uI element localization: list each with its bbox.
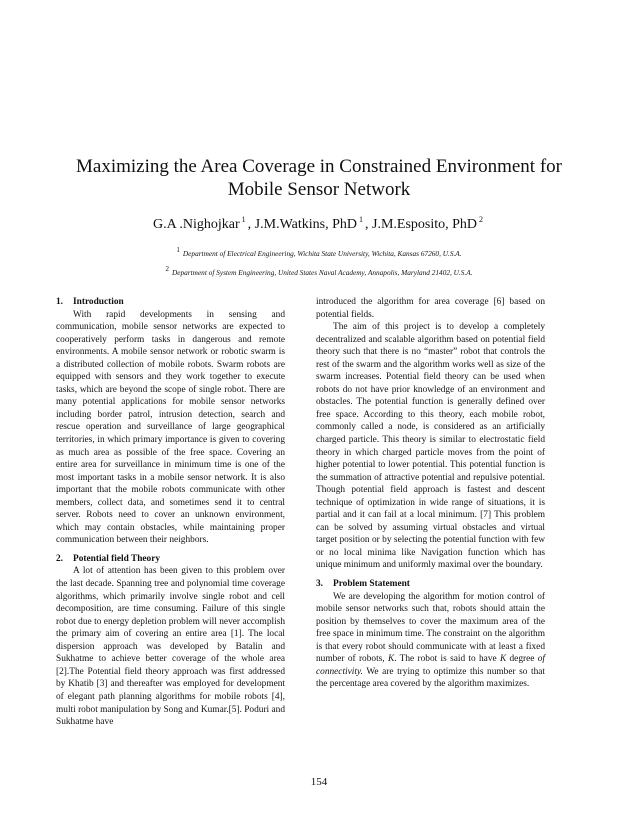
author-separator: , bbox=[365, 217, 369, 232]
affiliation-2 bbox=[0, 264, 638, 278]
left-column bbox=[56, 296, 285, 729]
right-column bbox=[316, 296, 545, 691]
section-title: Potential field Theory bbox=[73, 553, 161, 564]
section-number: 3. bbox=[316, 579, 324, 590]
italic-term: of connectivity. bbox=[316, 654, 545, 677]
paragraph: With rapid developments in sensing and communication, mobile sensor networks are expected to cooperatively perform tasks in dangerous and remote environments. A mobile sensor network or robotic swarm is a distributed collection of mobile robots. Swarm robots are equipped with sensors and they work together to execute tasks, which are beyond the scope of single robot. There are many potential applications for mobile sensor networks including border patrol, intrusion detection, search and rescue operation and surveillance of large geographical territories, in which primary importance is given to covering as much area as possible of the free space. Covering an entire area for surveillance in minimum time is one of the most important tasks in a mobile sensor network. It is also important that the mobile robots communicate with other members, collect data, and sometimes send it to central server. Robots need to cover an unknown environment, which may contain obstacles, while maintaining proper communication between their neighbors. bbox=[56, 309, 285, 546]
text-run: We are trying to optimize this number so that the percentage area covered by the algorithm maximizes. bbox=[316, 666, 545, 690]
author-name: G.A .Nighojkar bbox=[152, 217, 240, 232]
affiliation-mark: 1 bbox=[176, 246, 180, 254]
author-affiliation-mark: 1 bbox=[241, 215, 246, 224]
section-title: Problem Statement bbox=[333, 579, 410, 590]
section-number: 2. bbox=[56, 553, 64, 564]
paragraph: A lot of attention has been given to this problem over the last decade. Spanning tree and polynomial time coverage algorithms, which primarily involve single robot and cell decomposition, are time consuming. Failure of this single robot due to energy depletion problem will never accomplish the primary aim of covering an entire area [1]. The local dispersion approach was developed by Batalin and Sukhatme to achieve better coverage of the whole area [2].The Potential field theory approach was first addressed by Khatib [3] and thereafter was employed for development of elegant path planning algorithms for mobile robots [4], multi robot manipulation by Song and Kumar.[5]. Poduri and Sukhatme have bbox=[56, 566, 285, 728]
affiliation-1 bbox=[0, 245, 638, 259]
author-line bbox=[0, 211, 638, 234]
italic-variable: K bbox=[387, 654, 395, 665]
author-affiliation-mark: 1 bbox=[359, 215, 363, 224]
section-heading-introduction bbox=[56, 296, 285, 309]
text-run: We are developing the algorithm for motion control of mobile sensor networks such that, robots should attain the position by themselves to cover the maximum area of the free space in minimum time. The constraint on the algorithm is that every robot should communicate with at least a fixed number of robots, bbox=[316, 591, 545, 665]
italic-variable: K bbox=[499, 654, 507, 665]
author-separator: , bbox=[247, 217, 252, 232]
paragraph-continued: introduced the algorithm for area coverage [6] based on potential fields. bbox=[316, 297, 545, 320]
section-title: Introduction bbox=[73, 297, 124, 307]
paragraph bbox=[316, 591, 545, 691]
paragraph: The aim of this project is to develop a completely decentralized and scalable algorithm based on potential field theory such that there is no “master” robot that controls the rest of the swarm and the algorithm works well as size of the swarm increases. Potential field theory can be used when robots do not have prior knowledge of an environment and obstacles. The potential function is generally defined over free space. According to this theory, each mobile robot, commonly called a node, is considered as an artificially charged particle. This theory is similar to electrostatic field theory in which charged particle moves from the point of higher potential to lower potential. This potential function is the summation of attractive potential and repulsive potential. Though potential field approach is fastest and descent technique of optimization in wide range of situations, it is partial and it can fail at a local minimum. [7] This problem can be solved by assuming virtual obstacles and virtual target position or by selecting the potential function with few or no local minima like Navigation function which has unique minimum and uniformly maximal over the boundary. bbox=[316, 322, 545, 571]
section-number: 1. bbox=[56, 297, 64, 307]
affiliation-text: Department of Electrical Engineering, Wichita State University, Wichita, Kansas 67260, U.S.A. bbox=[182, 249, 462, 258]
author-name: J.M.Watkins, PhD bbox=[254, 217, 357, 232]
affiliation-text: Department of System Engineering, United States Naval Academy, Annapolis, Maryland 21402, U.S.A. bbox=[172, 268, 473, 277]
affiliation-mark: 2 bbox=[165, 265, 169, 273]
author-affiliation-mark: 2 bbox=[479, 215, 484, 224]
section-heading-problem-statement bbox=[316, 578, 545, 591]
text-run: . The robot is said to have bbox=[394, 654, 500, 665]
section-heading-potential-field bbox=[56, 553, 285, 566]
paper-title: Maximizing the Area Coverage in Constrained Environment for Mobile Sensor Network bbox=[76, 156, 562, 200]
page-number: 154 bbox=[310, 776, 328, 788]
text-run: degree bbox=[506, 654, 538, 665]
author-name: J.M.Esposito, PhD bbox=[372, 217, 478, 232]
